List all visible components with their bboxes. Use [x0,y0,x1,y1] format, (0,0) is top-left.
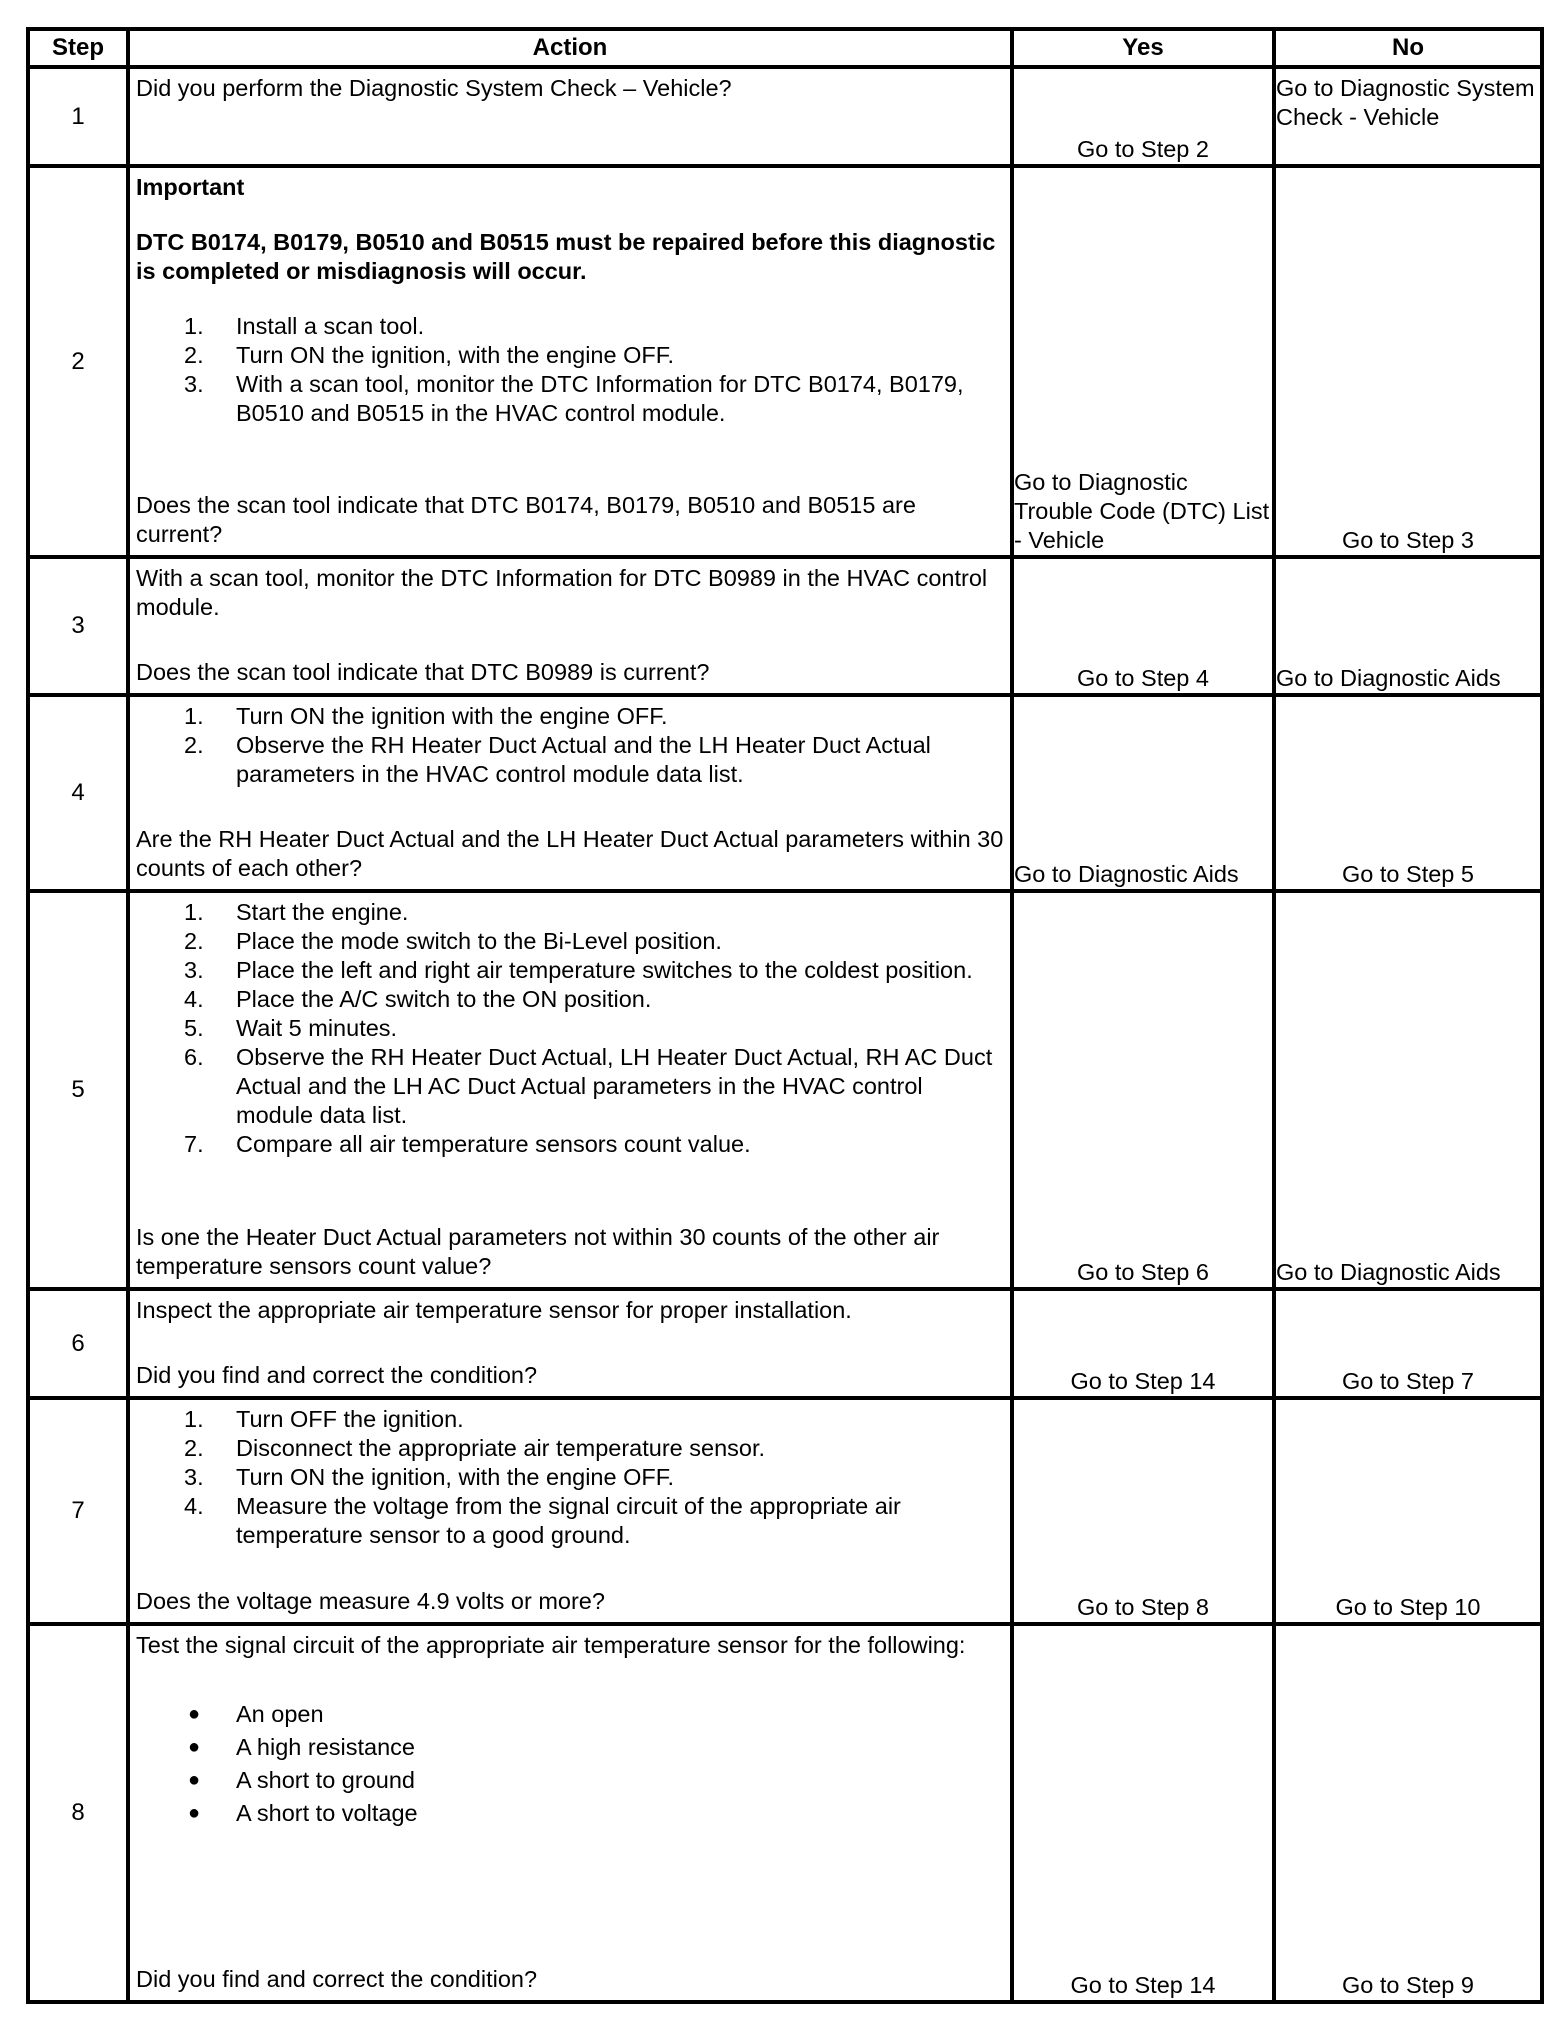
list-item: 3. Place the left and right air temperature switches to the coldest position. [184,957,973,983]
header-action: Action [128,29,1012,67]
yes-result: Go to Step 6 [1012,891,1274,1289]
list-item: 2. Observe the RH Heater Duct Actual and the LH Heater Duct Actual parameters in the HVAC control module data list. [184,732,931,787]
step-number: 3 [28,557,128,695]
important-text: DTC B0174, B0179, B0510 and B0515 must be repaired before this diagnostic is completed or misdiagnosis will occur. [136,229,996,284]
action-question: Are the RH Heater Duct Actual and the LH Heater Duct Actual parameters within 30 counts of each other? [136,826,1004,881]
yes-result: Go to Step 4 [1012,557,1274,695]
list-item: 4. Place the A/C switch to the ON position. [184,986,652,1012]
action-question: Does the scan tool indicate that DTC B0174, B0179, B0510 and B0515 are current? [136,492,916,547]
list-item: 4. Measure the voltage from the signal circuit of the appropriate air temperature sensor to a good ground. [184,1493,901,1548]
action-question: Is one the Heater Duct Actual parameters not within 30 counts of the other air temperature sensors count value? [136,1224,940,1279]
no-result: Go to Step 3 [1274,166,1542,557]
action-cell [128,166,1012,557]
diagnostic-table [26,27,1544,2004]
step-number: 7 [28,1398,128,1624]
step-number: 8 [28,1624,128,2002]
action-cell [128,67,1012,166]
step-number: 1 [28,67,128,166]
table-row [28,1398,1542,1624]
yes-result: Go to Step 8 [1012,1398,1274,1624]
list-item: 1. Start the engine. [184,899,409,925]
instruction-list [136,702,1004,789]
condition-list [136,1698,1004,1830]
list-item: ● An open [188,1701,324,1727]
list-item: 2. Disconnect the appropriate air temperature sensor. [184,1435,766,1461]
action-intro: With a scan tool, monitor the DTC Information for DTC B0989 in the HVAC control module. [136,565,988,620]
action-cell [128,891,1012,1289]
list-item: 7. Compare all air temperature sensors count value. [184,1131,751,1157]
action-cell [128,557,1012,695]
action-intro: Inspect the appropriate air temperature sensor for proper installation. [136,1297,852,1323]
no-result: Go to Step 10 [1274,1398,1542,1624]
no-result: Go to Diagnostic Aids [1274,891,1542,1289]
list-item: 5. Wait 5 minutes. [184,1015,398,1041]
action-question: Did you find and correct the condition? [136,1966,538,1992]
table-row [28,695,1542,891]
instruction-list [136,1405,1004,1550]
table-row [28,1624,1542,2002]
list-item: 1. Turn OFF the ignition. [184,1406,464,1432]
yes-result: Go to Step 2 [1012,67,1274,166]
action-cell [128,1624,1012,2002]
action-cell [128,1398,1012,1624]
no-result: Go to Step 7 [1274,1289,1542,1398]
table-row [28,67,1542,166]
action-question: Does the scan tool indicate that DTC B0989 is current? [136,659,710,685]
action-intro: Test the signal circuit of the appropriate air temperature sensor for the following: [136,1632,966,1658]
no-result: Go to Step 5 [1274,695,1542,891]
header-no: No [1274,29,1542,67]
list-item: 1. Install a scan tool. [184,313,425,339]
list-item: 1. Turn ON the ignition with the engine OFF. [184,703,668,729]
no-result: Go to Diagnostic System Check - Vehicle [1274,67,1542,166]
instruction-list [136,898,1004,1159]
table-row [28,1289,1542,1398]
table-row [28,557,1542,695]
header-row [28,29,1542,67]
yes-result: Go to Diagnostic Aids [1012,695,1274,891]
action-cell [128,695,1012,891]
no-result: Go to Diagnostic Aids [1274,557,1542,695]
list-item: ● A short to ground [188,1767,415,1793]
no-result: Go to Step 9 [1274,1624,1542,2002]
list-item: ● A high resistance [188,1734,415,1760]
list-item: 3. Turn ON the ignition, with the engine OFF. [184,1464,675,1490]
list-item: 6. Observe the RH Heater Duct Actual, LH Heater Duct Actual, RH AC Duct Actual and the LH AC Duct Actual parameters in the HVAC control module data list. [184,1044,993,1128]
action-question: Does the voltage measure 4.9 volts or more? [136,1588,605,1614]
instruction-list [136,312,1004,428]
yes-result: Go to Step 14 [1012,1624,1274,2002]
header-step: Step [28,29,128,67]
step-number: 2 [28,166,128,557]
table-row [28,891,1542,1289]
list-item: 2. Place the mode switch to the Bi-Level position. [184,928,722,954]
action-question: Did you perform the Diagnostic System Check – Vehicle? [136,75,732,101]
list-item: 3. With a scan tool, monitor the DTC Information for DTC B0174, B0179, B0510 and B0515 in the HVAC control module. [184,371,964,426]
table-row [28,166,1542,557]
important-label: Important [136,174,245,200]
step-number: 5 [28,891,128,1289]
action-question: Did you find and correct the condition? [136,1362,538,1388]
yes-result: Go to Step 14 [1012,1289,1274,1398]
yes-result: Go to Diagnostic Trouble Code (DTC) List - Vehicle [1012,166,1274,557]
action-cell [128,1289,1012,1398]
header-yes: Yes [1012,29,1274,67]
step-number: 6 [28,1289,128,1398]
list-item: ● A short to voltage [188,1800,418,1826]
list-item: 2. Turn ON the ignition, with the engine OFF. [184,342,675,368]
step-number: 4 [28,695,128,891]
